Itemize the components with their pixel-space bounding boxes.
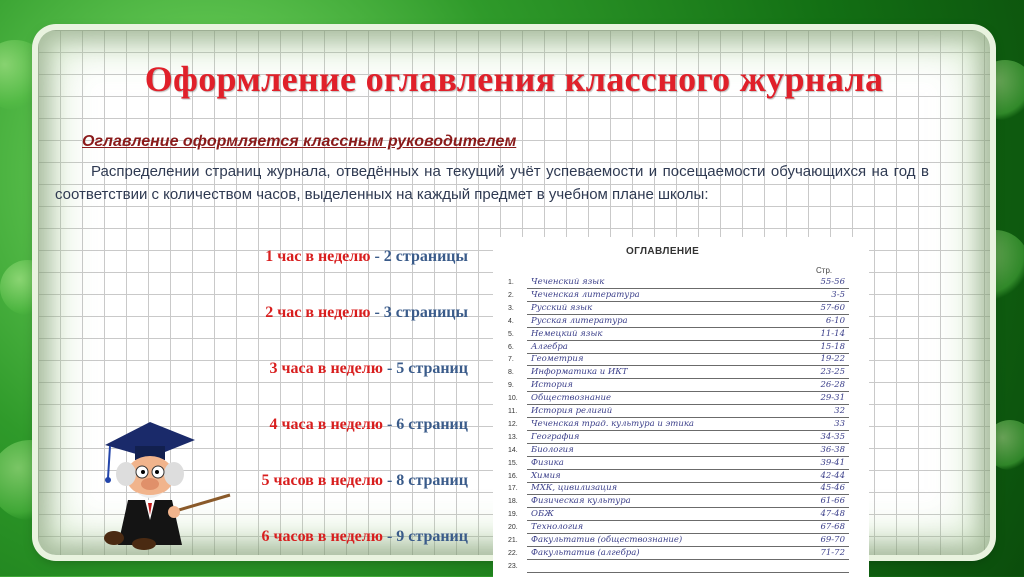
toc-row-number: 4. — [508, 317, 514, 325]
rate-pages: 6 страниц — [396, 416, 468, 433]
toc-row-number: 23. — [508, 562, 518, 570]
rate-pages: 2 страницы — [383, 248, 468, 265]
toc-row — [493, 497, 869, 509]
slide-title: Оформление оглавления классного журнала — [144, 59, 884, 99]
toc-row-pages: 45-46 — [820, 483, 845, 494]
toc-row-number: 16. — [508, 472, 518, 480]
toc-row-subject: Химия — [531, 470, 561, 481]
toc-row-pages: 29-31 — [820, 393, 845, 404]
toc-row-number: 3. — [508, 304, 514, 312]
toc-row-line — [527, 288, 849, 289]
toc-row-subject: Биология — [531, 444, 574, 455]
toc-row-pages: 71-72 — [820, 547, 845, 558]
rate-item — [261, 528, 468, 546]
toc-row-pages: 33 — [834, 418, 845, 429]
toc-row-number: 8. — [508, 369, 514, 377]
toc-row-pages: 69-70 — [820, 535, 845, 545]
toc-row-pages: 42-44 — [820, 470, 845, 481]
toc-row — [493, 355, 869, 367]
toc-row-pages: 57-60 — [820, 302, 845, 313]
toc-row — [493, 330, 869, 342]
rate-dash: - — [382, 416, 397, 433]
toc-heading: ОГЛАВЛЕНИЕ — [626, 246, 700, 257]
toc-row — [493, 433, 869, 445]
toc-row-pages: 11-14 — [820, 328, 845, 339]
toc-row-line — [527, 365, 849, 366]
toc-row-number: 18. — [508, 498, 518, 506]
toc-row-pages: 15-18 — [820, 341, 845, 352]
toc-row-number: 22. — [508, 549, 518, 557]
toc-row-pages: 36-38 — [820, 444, 845, 455]
toc-row — [493, 484, 869, 496]
toc-row-line — [527, 378, 849, 379]
rate-pages: 8 страниц — [396, 472, 468, 489]
toc-page-column-label: Стр. — [816, 266, 833, 275]
toc-row-number: 14. — [508, 446, 518, 454]
toc-row — [493, 549, 869, 561]
toc-row — [493, 278, 869, 290]
rate-dash: - — [382, 472, 397, 489]
toc-row-number: 11. — [508, 408, 518, 415]
toc-row-number: 15. — [508, 459, 518, 467]
toc-row-line — [527, 314, 849, 315]
rate-item — [265, 248, 468, 266]
rate-hours: 5 часов в неделю — [261, 472, 383, 489]
rate-hours: 4 часа в неделю — [269, 416, 383, 433]
toc-row-subject: Русская литература — [531, 315, 628, 326]
toc-row-pages: 3-5 — [831, 289, 845, 300]
toc-row — [493, 459, 869, 471]
toc-row-number: 10. — [508, 395, 518, 403]
toc-row-line — [527, 572, 849, 573]
toc-row-pages: 55-56 — [820, 277, 845, 287]
toc-row-number: 2. — [508, 291, 514, 299]
toc-row-subject: Русский язык — [531, 302, 593, 313]
toc-row-line — [527, 546, 849, 547]
toc-row-line — [527, 340, 849, 341]
rate-hours: 3 часа в неделю — [269, 360, 383, 377]
toc-row-number: 9. — [508, 382, 514, 390]
toc-row-number: 1. — [508, 279, 514, 286]
toc-row-subject: Физическая культура — [531, 496, 631, 507]
toc-row-number: 21. — [508, 537, 518, 544]
toc-row — [493, 407, 869, 419]
rate-item — [269, 360, 468, 378]
toc-row-subject: Чеченская трад. культура и этика — [531, 418, 694, 429]
professor-illustration — [90, 400, 240, 550]
rate-pages: 9 страниц — [396, 528, 468, 545]
toc-row-number: 20. — [508, 524, 518, 532]
rate-pages: 5 страниц — [396, 360, 468, 377]
toc-row-subject: История — [531, 380, 573, 391]
toc-row-number: 17. — [508, 485, 518, 493]
toc-row — [493, 420, 869, 432]
slide-board — [38, 30, 990, 570]
toc-row-pages: 6-10 — [825, 315, 845, 326]
toc-row-subject: МХК, цивилизация — [531, 483, 618, 494]
toc-row-subject: Обществознание — [531, 393, 611, 404]
toc-row-subject: Факультатив (алгебра) — [531, 547, 640, 558]
toc-row-pages: 67-68 — [820, 522, 845, 533]
rate-item — [261, 472, 468, 490]
toc-row-line — [527, 482, 849, 483]
toc-row-subject: Технология — [531, 522, 584, 533]
toc-row-subject: Информатика и ИКТ — [531, 367, 628, 378]
toc-row-subject: История религий — [531, 406, 613, 416]
toc-row-pages: 39-41 — [820, 457, 845, 468]
rate-pages: 3 страницы — [383, 304, 468, 321]
toc-row-line — [527, 533, 849, 534]
toc-row — [493, 523, 869, 535]
rate-dash: - — [382, 360, 397, 377]
toc-row-subject: География — [531, 431, 580, 442]
toc-row-subject: ОБЖ — [531, 509, 554, 520]
toc-row-line — [527, 559, 849, 560]
toc-row — [493, 317, 869, 329]
toc-row-line — [527, 301, 849, 302]
toc-row-pages: 47-48 — [820, 509, 845, 520]
rate-hours: 2 час в неделю — [265, 304, 371, 321]
toc-row-subject: Факультатив (обществознание) — [531, 535, 683, 545]
toc-row-line — [527, 520, 849, 521]
toc-row — [493, 536, 869, 548]
toc-row-subject: Алгебра — [531, 341, 568, 352]
rate-dash: - — [370, 304, 384, 321]
toc-row — [493, 304, 869, 316]
toc-row — [493, 446, 869, 458]
toc-row-subject: Немецкий язык — [531, 328, 603, 339]
toc-row-pages: 32 — [834, 406, 845, 416]
toc-row-line — [527, 469, 849, 470]
toc-row-line — [527, 327, 849, 328]
rate-item — [269, 416, 468, 434]
toc-row — [493, 472, 869, 484]
toc-row-number: 6. — [508, 343, 514, 351]
toc-row — [493, 510, 869, 522]
slide-subtitle: Оглавление оформляется классным руководителем — [82, 133, 517, 150]
toc-row-line — [527, 507, 849, 508]
toc-row — [493, 343, 869, 355]
rate-item — [265, 304, 468, 322]
toc-row-pages: 23-25 — [820, 367, 845, 378]
toc-row-pages: 26-28 — [820, 380, 845, 391]
toc-row-number: 7. — [508, 356, 514, 364]
rate-hours: 1 час в неделю — [265, 248, 371, 265]
rate-dash: - — [382, 528, 397, 545]
bokeh-decoration — [985, 420, 1024, 470]
toc-row-number: 13. — [508, 433, 518, 441]
toc-row — [493, 394, 869, 406]
toc-row-line — [527, 404, 849, 405]
toc-row-line — [527, 430, 849, 431]
toc-row-subject: Чеченская литература — [531, 289, 640, 300]
toc-row-pages: 61-66 — [820, 496, 845, 507]
toc-row — [493, 368, 869, 380]
toc-scan — [493, 237, 869, 577]
toc-row — [493, 381, 869, 393]
toc-row-number: 5. — [508, 330, 514, 338]
rate-dash: - — [370, 248, 384, 265]
toc-row-line — [527, 443, 849, 444]
toc-row-line — [527, 494, 849, 495]
toc-row-line — [527, 353, 849, 354]
toc-row-line — [527, 417, 849, 418]
toc-row — [493, 291, 869, 303]
rate-hours: 6 часов в неделю — [261, 528, 383, 545]
slide-paragraph: Распределении страниц журнала, отведённых на текущий учёт успеваемости и посещаемости обучающихся на год в соответствии с количеством часов, выделенных на каждый предмет в учебном плане школы: — [55, 163, 929, 203]
toc-row-number: 12. — [508, 420, 518, 428]
toc-row-subject: Чеченский язык — [531, 277, 605, 287]
toc-row-number: 19. — [508, 511, 518, 519]
toc-row — [493, 562, 869, 574]
toc-row-pages: 19-22 — [820, 354, 845, 365]
toc-row-subject: Физика — [531, 457, 564, 468]
toc-row-line — [527, 456, 849, 457]
toc-row-pages: 34-35 — [820, 431, 845, 442]
toc-row-subject: Геометрия — [531, 354, 584, 365]
